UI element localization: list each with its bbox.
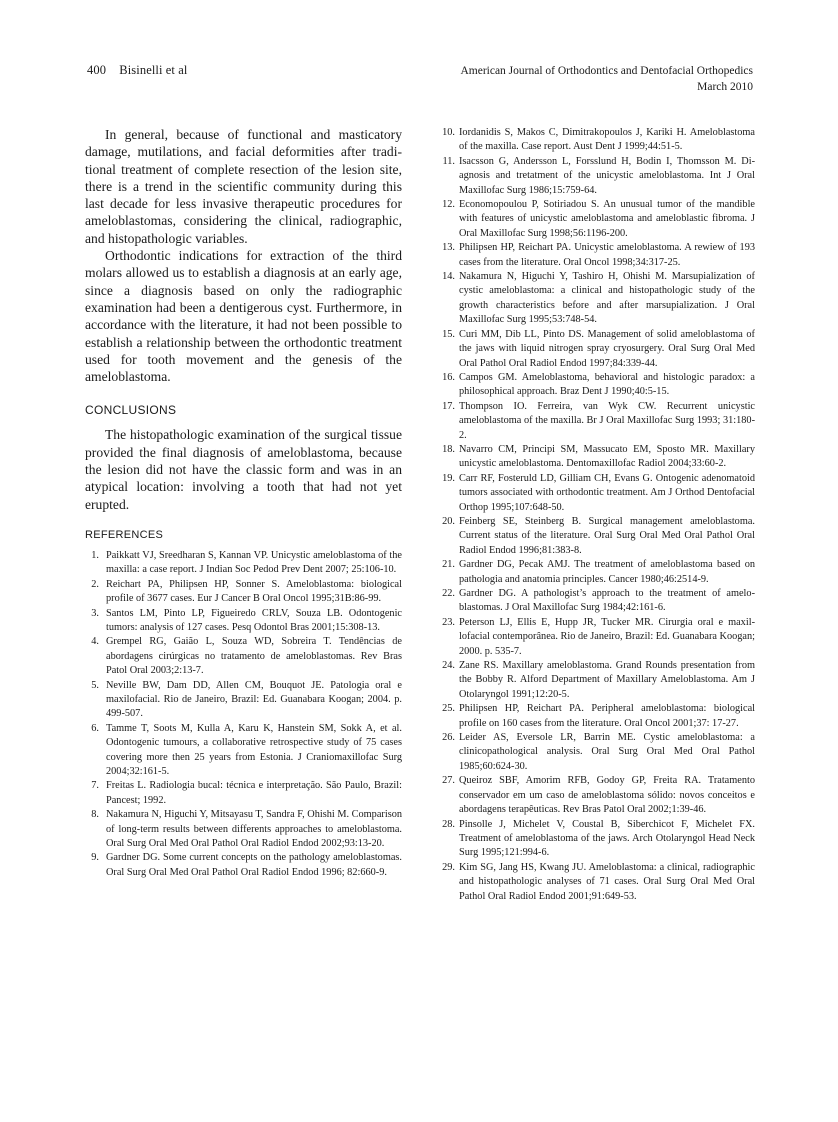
body-paragraph: Orthodontic indications for extraction of the third molars allowed us to establish a diagnosis at an early age, since a diagnosis based on only the radiographic examination had been a dentigerous cyst. Furthermore, in accordance with the literature, it had not been possible to establish a relationship between the orthodontic treatment used for tooth movement and the genesis of the ameloblastoma. [85, 248, 402, 385]
reference-item: 16. Campos GM. Ameloblastoma, behavioral and histologic paradox: a philosophical approach. Braz Dent J 1990;40:5-15. [442, 371, 755, 398]
reference-item: 25. Philipsen HP, Reichart PA. Peripheral ameloblastoma: biological profile on 160 cases from the literature. Oral Oncol 2001;37: 17-27. [442, 703, 755, 729]
reference-item: 1. Paikkatt VJ, Sreedharan S, Kannan VP. Unicystic ameloblastoma of the maxilla: a case report. J Indian Soc Pedod Prev Dent 2007; 25:106-10. [91, 549, 402, 576]
reference-item: 11. Isacsson G, Andersson L, Forsslund H, Bodin I, Thomsson M. Diagnosis and tretatment of the unicystic ameloblastoma. Int J Oral Maxillofac Surg 1986;15:759-64. [442, 155, 755, 196]
reference-item: 12. Economopoulou P, Sotiriadou S. An unusual tumor of the mandible with features of unicystic ameloblastoma and ameloblastic fibroma. J Oral Maxillofac Surg 1998;56:1196-200. [442, 199, 755, 239]
running-header-left [87, 63, 187, 78]
reference-list-right [437, 126, 755, 904]
reference-item: 14. Nakamura N, Higuchi Y, Tashiro H, Ohishi M. Marsupialization of cystic ameloblastoma: a clinical and histopathologic study of the growth characteristics before and after marsupialization. J Oral Maxillofac Surg 1995;53:748-54. [442, 271, 755, 326]
page-number: 400 [87, 63, 107, 77]
reference-item: 24. Zane RS. Maxillary ameloblastoma. Grand Rounds presentation from the Bobby R. Alford Department of Maxillary Ameloblastoma. Am J Otolaryngol 1991;12:20-5. [442, 660, 755, 700]
running-header-right [460, 63, 753, 95]
reference-item: 9. Gardner DG. Some current concepts on the pathology ameloblastomas. Oral Surg Oral Med Oral Pathol Oral Radiol Endod 1996; 82:660-9. [91, 852, 402, 878]
reference-item: 2. Reichart PA, Philipsen HP, Sonner S. Ameloblastoma: biological profile of 3677 cases. Eur J Cancer B Oral Oncol 1995;31B:86-99. [91, 578, 402, 605]
reference-item: 17. Thompson IO. Ferreira, van Wyk CW. Recurrent unicystic ameloblastoma of the maxilla. Br J Oral Maxillofac Surg 1993; 31:180-2. [442, 400, 755, 441]
body-paragraph: In general, because of functional and masticatory damage, mutilations, and facial deformities after traditional treatment of complete resection of the lesion site, there is a trend in the scientific community during this last decade for less invasive therapeutic procedures for ameloblastomas, considering the clinical, radiographic, and histopathologic variables. [85, 127, 402, 246]
reference-item: 15. Curi MM, Dib LL, Pinto DS. Management of solid ameloblastoma of the jaws with liquid nitrogen spray cryosurgery. Oral Surg Oral Med Oral Pathol Oral Radiol Endod 1997;84:339-44. [442, 328, 755, 369]
reference-item: 22. Gardner DG. A pathologist’s approach to the treatment of ameloblastomas. J Oral Maxillofac Surg 1984;42:161-6. [442, 588, 755, 614]
reference-item: 10. Iordanidis S, Makos C, Dimitrakopoulos J, Kariki H. Ameloblastoma of the maxilla. Case report. Aust Dent J 1999;44:51-5. [442, 127, 755, 153]
reference-item: 18. Navarro CM, Principi SM, Massucato EM, Sposto MR. Maxillary unicystic ameloblastoma. Dentomaxillofac Radiol 2004;33:60-2. [442, 443, 755, 470]
reference-item: 27. Queiroz SBF, Amorim RFB, Godoy GP, Freita RA. Tratamento conservador em um caso de ameloblastoma sólido: novos conceitos e abordagens terapêuticas. Rev Bras Patol Oral 2002;1:39-46. [442, 775, 755, 816]
reference-item: 29. Kim SG, Jang HS, Kwang JU. Ameloblastoma: a clinical, radiographic and histopathologic analyses of 71 cases. Oral Surg Oral Med Oral Pathol Oral Radiol Endod 2001;91:649-53. [442, 861, 755, 902]
reference-item: 13. Philipsen HP, Reichart PA. Unicystic ameloblastoma. A rewiew of 193 cases from the literature. Oral Oncol 1998;34:317-25. [442, 242, 755, 268]
reference-item: 8. Nakamura N, Higuchi Y, Mitsayasu T, Sandra F, Ohishi M. Comparison of long-term results between differents approaches to ameloblastoma. Oral Surg Oral Med Oral Pathol Oral Radiol Endod 2002;93:13-20. [91, 809, 402, 850]
references-heading: REFERENCES [85, 528, 164, 541]
conclusions-paragraph: The histopathologic examination of the surgical tissue provided the final diagnosis of ameloblastoma, because the lesion did not have the classic form and was in an atypical location: involving a tooth that had not yet erupted. [85, 427, 402, 512]
right-column [437, 126, 755, 904]
conclusions-heading: CONCLUSIONS [85, 403, 177, 418]
reference-item: 6. Tamme T, Soots M, Kulla A, Karu K, Hanstein SM, Sokk A, et al. Odontogenic tumours, a collaborative retrospective study of 75 cases covering more then 25 years from Estonia. J Craniomaxillofac Surg 2004;32:161-5. [91, 722, 402, 778]
journal-title: American Journal of Orthodontics and Dentofacial Orthopedics [460, 65, 753, 77]
issue-date: March 2010 [697, 81, 753, 93]
running-authors: Bisinelli et al [119, 63, 188, 77]
reference-item: 3. Santos LM, Pinto LP, Figueiredo CRLV, Souza LB. Odontogenic tumors: analysis of 127 cases. Pesq Odontol Bras 2001;15:308-13. [91, 607, 402, 633]
reference-item: 23. Peterson LJ, Ellis E, Hupp JR, Tucker MR. Cirurgia oral e maxillofacial contemporânea. Rio de Janeiro, Brazil: Ed. Guanabara Koogan; 2000. p. 535-7. [442, 616, 755, 657]
reference-item: 26. Leider AS, Eversole LR, Barrin ME. Cystic ameloblastoma: a clinicopathological analysis. Oral Surg Oral Med Oral Pathol 1985;60:624-30. [442, 732, 755, 772]
reference-item: 21. Gardner DG, Pecak AMJ. The treatment of ameloblastoma based on pathologia and anatomia principles. Cancer 1980;46:2514-9. [442, 559, 755, 585]
reference-item: 20. Feinberg SE, Steinberg B. Surgical management ameloblastoma. Current status of the literature. Oral Surg Oral Med Oral Pathol Oral Radiol Endod 1996;81:383-8. [442, 515, 755, 556]
reference-item: 4. Grempel RG, Gaião L, Souza WD, Sobreira T. Tendências de abordagens cirúrgicas no tratamento de ameloblastomas. Rev Bras Patol Oral 2003;2:13-7. [91, 636, 402, 677]
reference-item: 28. Pinsolle J, Michelet V, Coustal B, Siberchicot F, Michelet FX. Treatment of ameloblastoma of the jaws. Arch Otolaryngol Head Neck Surg 1995;121:994-6. [442, 818, 755, 859]
reference-item: 7. Freitas L. Radiologia bucal: técnica e interpretação. São Paulo, Brazil: Pancest; 1992. [91, 780, 402, 806]
reference-item: 5. Neville BW, Dam DD, Allen CM, Bouquot JE. Patologia oral e maxilofacial. Rio de Janeiro, Brazil: Ed. Guanabara Koogan; 2004. p. 499-507. [91, 679, 402, 720]
left-column [85, 126, 402, 880]
reference-item: 19. Carr RF, Fosteruld LD, Gilliam CH, Evans G. Ontogenic adenomatoid tumors associated with orthodontic treatment. Am J Orthod Dentofacial Orthop 1995;107:648-50. [442, 472, 755, 513]
reference-list-left [85, 549, 402, 880]
